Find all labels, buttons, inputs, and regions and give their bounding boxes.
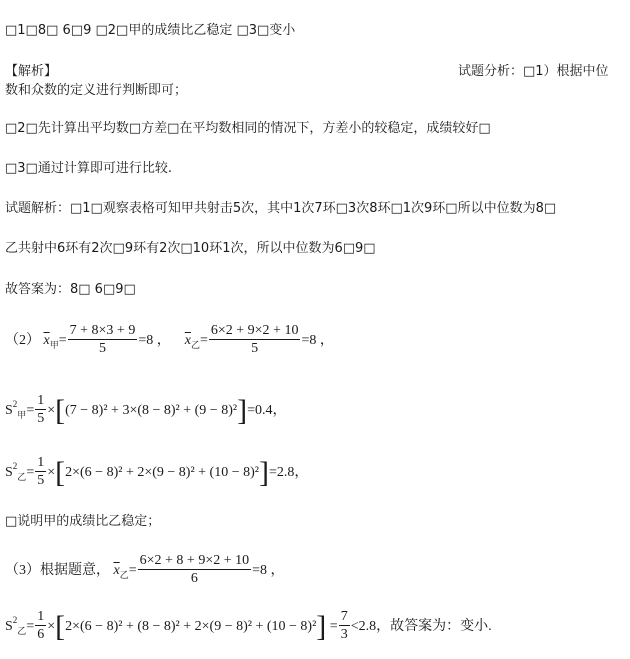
bracket-right-icon: ] xyxy=(316,609,327,643)
part2-label: （2） xyxy=(5,333,40,348)
variance-yi-body: 2×(6 − 8)² + 2×(9 − 8)² + (10 − 8)² xyxy=(65,465,259,480)
part3-variance: $S^2_乙=$ $\frac{1}{6}$ ×[2×(6 − 8)² + (8 − 8)² + 2×(9 − 8)² + (10 − 8)²] = $\frac{7}{3}$ <2.8，故答案为：变小. xyxy=(5,609,492,643)
mean-yi-fraction xyxy=(209,323,301,358)
variance-jia-frac-num: 1 xyxy=(37,393,45,409)
variance-jia-symbol: S xyxy=(5,403,13,418)
mean-jia-numerator: 7 + 8×3 + 9 xyxy=(69,323,136,339)
variance-yi-symbol: S xyxy=(5,465,13,480)
bracket-right-icon: ] xyxy=(237,393,248,427)
variance-jia-sub: 甲 xyxy=(17,410,27,420)
part3-result-denominator: 3 xyxy=(340,627,348,643)
variance-jia-frac-den: 5 xyxy=(37,411,45,427)
analysis-continuation: 数和众数的定义进行判断即可； xyxy=(5,83,188,98)
part3-mean-fraction xyxy=(138,553,251,588)
part3-mean-sub: 乙 xyxy=(119,570,129,580)
part3-variance-frac-den: 6 xyxy=(37,627,45,643)
variance-jia-result: =0.4， xyxy=(247,403,287,418)
solution-line-2: 乙共射中6环有2次□9环有2次□10环1次，所以中位数为6□9□ xyxy=(5,241,376,256)
variance-jia-sup: 2 xyxy=(12,399,18,409)
variance-yi-sub: 乙 xyxy=(17,472,27,482)
mean-yi-numerator: 6×2 + 9×2 + 10 xyxy=(210,323,299,339)
mean-jia-fraction xyxy=(68,323,138,358)
part3-mean: （3）根据题意， $\overline{x}_乙=$ $\frac{6\times 2 + 8 + 9\times 2 + 10}{6}$ =8 ， xyxy=(5,553,285,587)
variance-jia-body: (7 − 8)² + 3×(8 − 8)² + (9 − 8)² xyxy=(65,403,238,418)
part3-variance-frac-num: 1 xyxy=(37,609,45,625)
variance-jia: $S^2_甲=$ $\frac{1}{5}$ ×[(7 − 8)² + 3×(8 − 8)² + (9 − 8)²]=0.4， xyxy=(5,393,287,427)
part3-variance-sup: 2 xyxy=(12,615,18,625)
part3-result-fraction xyxy=(339,609,350,644)
analysis-step-2: □2□先计算出平均数□方差□在平均数相同的情况下，方差小的较稳定，成绩较好□ xyxy=(5,121,491,136)
bracket-left-icon: [ xyxy=(55,455,66,489)
variance-yi-fraction xyxy=(35,455,46,490)
variance-yi-sup: 2 xyxy=(12,461,18,471)
mean-yi-value: =8 ， xyxy=(301,333,334,348)
part3-variance-fraction xyxy=(35,609,46,644)
analysis-label: 试题分析：□1）根据中位 xyxy=(458,64,609,79)
part3-variance-body: 2×(6 − 8)² + (8 − 8)² + 2×(9 − 8)² + (10 − 8)² xyxy=(65,619,317,634)
bracket-left-icon: [ xyxy=(55,393,66,427)
solution-line-1: 试题解析：□1□观察表格可知甲共射击5次，其中1次7环□3次8环□1次9环□所以中位数为8□ xyxy=(5,201,557,216)
answer-line: □1□8□ 6□9 □2□甲的成绩比乙稳定 □3□变小 xyxy=(5,23,296,38)
part3-variance-symbol: S xyxy=(5,619,13,634)
bracket-right-icon: ] xyxy=(258,455,269,489)
variance-jia-fraction xyxy=(35,393,46,428)
mean-jia-value: =8 ， xyxy=(138,333,171,348)
part3-mean-numerator: 6×2 + 8 + 9×2 + 10 xyxy=(139,553,250,569)
part3-variance-eq: = xyxy=(329,619,338,634)
part3-mean-denominator: 6 xyxy=(190,571,198,587)
part3-label: （3）根据题意， xyxy=(5,563,110,578)
conclusion: □说明甲的成绩比乙稳定； xyxy=(5,514,161,529)
part3-mean-symbol: $\overline{x}$ xyxy=(113,563,120,578)
variance-yi-frac-num: 1 xyxy=(37,455,45,471)
variance-yi-result: =2.8， xyxy=(268,465,309,480)
part3-mean-value: =8 ， xyxy=(252,563,285,578)
part2-means: （2） $\overline{x}_甲=$ $\frac{7 + 8\times 3 + 9}{5}$ =8 ， $\overline{x}_乙=$ $\frac{6\times 2 + 9\times 2 + 10}{5}$ =8 ， xyxy=(5,323,334,357)
mean-yi-denominator: 5 xyxy=(251,341,259,357)
mean-sub-yi: 乙 xyxy=(190,340,200,350)
part3-variance-sub: 乙 xyxy=(17,626,27,636)
mean-jia-denominator: 5 xyxy=(98,341,106,357)
analysis-step-3: □3□通过计算即可进行比较. xyxy=(5,161,172,176)
mean-symbol-yi: $\overline{x}$ xyxy=(184,333,191,348)
part3-result-numerator: 7 xyxy=(340,609,348,625)
answer-summary: 故答案为：8□ 6□9□ xyxy=(5,282,136,297)
part3-tail: <2.8，故答案为：变小. xyxy=(350,619,492,634)
mean-sub-jia: 甲 xyxy=(49,340,59,350)
variance-yi-frac-den: 5 xyxy=(37,473,45,489)
mean-symbol-jia: $\overline{x}$ xyxy=(43,333,50,348)
variance-yi: $S^2_乙=$ $\frac{1}{5}$ ×[2×(6 − 8)² + 2×(9 − 8)² + (10 − 8)²]=2.8， xyxy=(5,455,309,489)
bracket-left-icon: [ xyxy=(55,609,66,643)
section-label: 【解析】 xyxy=(5,64,58,79)
